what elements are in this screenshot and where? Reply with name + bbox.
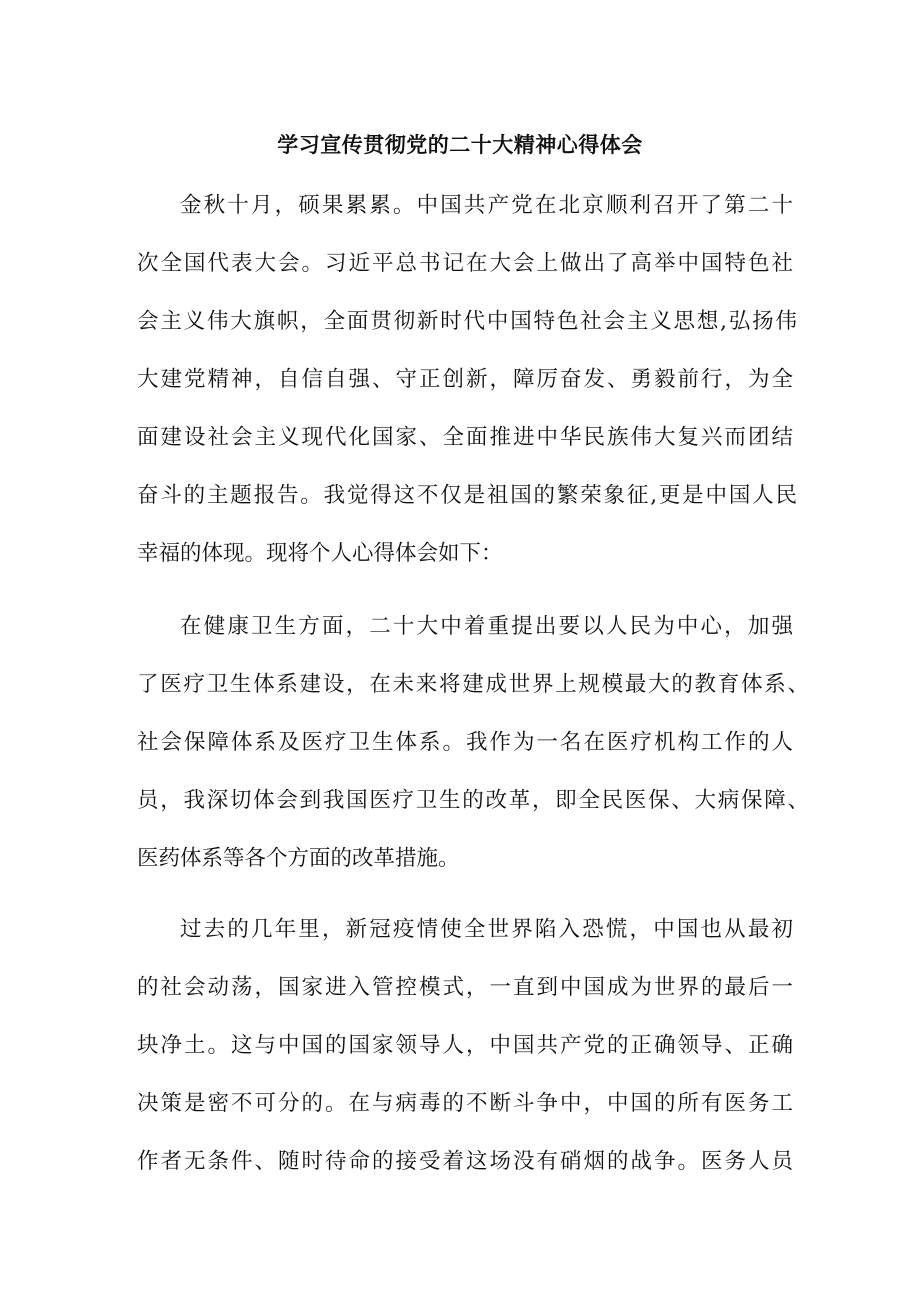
paragraph-1-line-3: 会主义伟大旗帜，全面贯彻新时代中国特色社会主义思想,弘扬伟 (137, 309, 797, 334)
paragraph-1-line-4: 大建党精神，自信自强、守正创新，障厉奋发、勇毅前行，为全 (137, 367, 793, 392)
paragraph-3-line-4: 决策是密不可分的。在与病毒的不断斗争中，中国的所有医务工 (137, 1091, 793, 1116)
paragraph-1-line-5: 面建设社会主义现代化国家、全面推进中华民族伟大复兴而团结 (137, 425, 793, 450)
paragraph-1-line-7: 幸福的体现。现将个人心得体会如下： (137, 541, 503, 566)
paragraph-2-line-1: 在健康卫生方面，二十大中着重提出要以人民为中心，加强 (180, 614, 793, 639)
paragraph-2-line-4: 员，我深切体会到我国医疗卫生的改革，即全民医保、大病保障、 (137, 788, 809, 813)
paragraph-2-line-3: 社会保障体系及医疗卫生体系。我作为一名在医疗机构工作的人 (137, 730, 793, 755)
paragraph-3-line-1: 过去的几年里，新冠疫情使全世界陷入恐慌，中国也从最初 (180, 917, 793, 942)
paragraph-1-line-6: 奋斗的主题报告。我觉得这不仅是祖国的繁荣象征,更是中国人民 (137, 483, 797, 508)
paragraph-3-line-2: 的社会动荡，国家进入管控模式，一直到中国成为世界的最后一 (137, 975, 793, 1000)
paragraph-2-line-2: 了医疗卫生体系建设，在未来将建成世界上规模最大的教育体系、 (137, 672, 809, 697)
paragraph-2-line-5: 医药体系等各个方面的改革措施。 (137, 846, 460, 871)
document-title: 学习宣传贯彻党的二十大精神心得体会 (277, 132, 643, 157)
paragraph-3-line-3: 块净土。这与中国的国家领导人，中国共产党的正确领导、正确 (137, 1033, 793, 1058)
paragraph-3-line-5: 作者无条件、随时待命的接受着这场没有硝烟的战争。医务人员 (137, 1149, 793, 1174)
paragraph-1-line-2: 次全国代表大会。习近平总书记在大会上做出了高举中国特色社 (137, 251, 793, 276)
paragraph-1-line-1: 金秋十月，硕果累累。中国共产党在北京顺利召开了第二十 (180, 193, 793, 218)
